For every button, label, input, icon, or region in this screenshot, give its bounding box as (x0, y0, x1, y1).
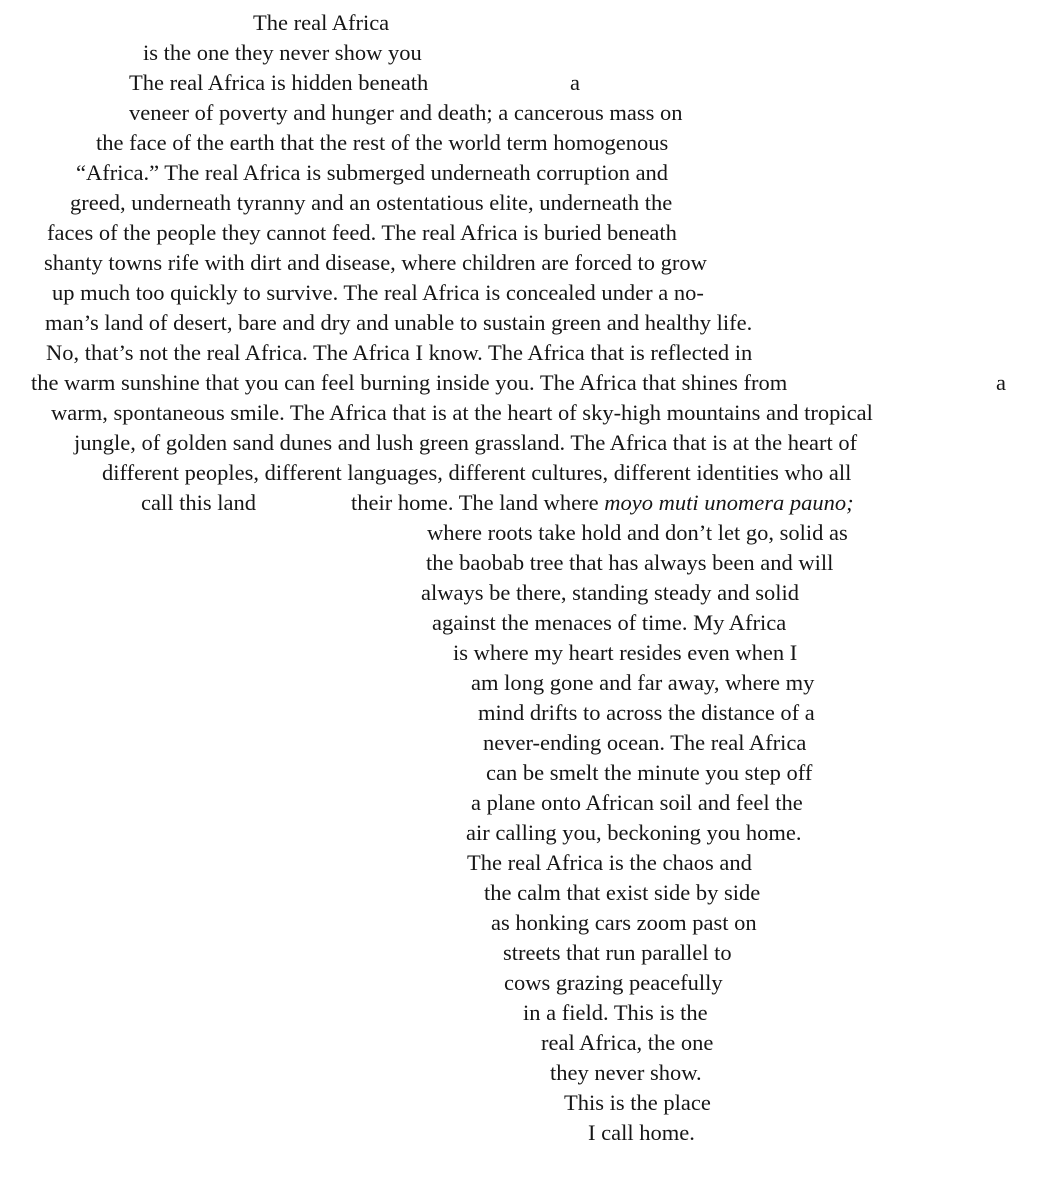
poem-line-text: jungle, of golden sand dunes and lush green grassland. The Africa that is at the heart of (74, 430, 858, 455)
poem-line (453, 638, 797, 668)
poem-line (570, 68, 580, 98)
poem-line-text: is where my heart resides even when I (453, 640, 798, 665)
poem-line-text: never-ending ocean. The real Africa (483, 730, 807, 755)
poem-line (46, 338, 752, 368)
poem-line (471, 788, 803, 818)
poem-line (70, 188, 672, 218)
poem-line (504, 968, 723, 998)
poem-line-text: the baobab tree that has always been and will (426, 550, 834, 575)
poem-line-text: No, that’s not the real Africa. The Africa I know. The Africa that is reflected in (46, 340, 753, 365)
poem-line-text: man’s land of desert, bare and dry and unable to sustain green and healthy life. (45, 310, 753, 335)
poem-line (484, 878, 760, 908)
poem-line-text: air calling you, beckoning you home. (466, 820, 802, 845)
poem-line-text: they never show. (550, 1060, 702, 1085)
poem-line-text: their home. The land where (351, 490, 605, 515)
poem-line (427, 518, 848, 548)
poem-line (996, 368, 1006, 398)
poem-line-text: real Africa, the one (541, 1030, 714, 1055)
poem-line (421, 578, 799, 608)
poem-line (143, 38, 422, 68)
poem-line (478, 698, 815, 728)
poem-line (96, 128, 668, 158)
poem-line (47, 218, 677, 248)
poem-line (141, 488, 256, 518)
poem-line (45, 308, 752, 338)
poem-line (588, 1118, 695, 1148)
poem-line-text: up much too quickly to survive. The real Africa is concealed under a no- (52, 280, 704, 305)
poem-line-text: the calm that exist side by side (484, 880, 761, 905)
poem-line-text: call this land (141, 490, 256, 515)
poem-line-text: the face of the earth that the rest of the world term homogenous (96, 130, 669, 155)
poem-line-text: This is the place (564, 1090, 711, 1115)
poem-line-text: mind drifts to across the distance of a (478, 700, 815, 725)
poem-line-text: as honking cars zoom past on (491, 910, 757, 935)
poem-line-text: The real Africa is the chaos and (467, 850, 752, 875)
poem-line-text: The real Africa (253, 10, 390, 35)
poem-line (471, 668, 814, 698)
poem-line (564, 1088, 711, 1118)
poem-line-text: always be there, standing steady and solid (421, 580, 800, 605)
poem-line (52, 278, 704, 308)
poem-line (467, 848, 752, 878)
poem-line-text: streets that run parallel to (503, 940, 732, 965)
poem-line (102, 458, 851, 488)
poem-line (351, 488, 854, 518)
poem-line (523, 998, 708, 1028)
poem-line-text: a (570, 70, 580, 95)
poem-line-text: “Africa.” The real Africa is submerged underneath corruption and (76, 160, 669, 185)
poem-line-text: greed, underneath tyranny and an ostentatious elite, underneath the (70, 190, 673, 215)
poem-line-text: the warm sunshine that you can feel burning inside you. The Africa that shines from (31, 370, 788, 395)
poem-line (491, 908, 757, 938)
poem-line-text: is the one they never show you (143, 40, 422, 65)
poem-line (483, 728, 806, 758)
poem-line (129, 68, 428, 98)
poem-line (44, 248, 707, 278)
poem-line-text: a plane onto African soil and feel the (471, 790, 803, 815)
poem-line-text: The real Africa is hidden beneath (129, 70, 429, 95)
poem-line-text: can be smelt the minute you step off (486, 760, 813, 785)
poem-line (74, 428, 857, 458)
poem-line (486, 758, 812, 788)
poem-line (51, 398, 873, 428)
poem-line-text: warm, spontaneous smile. The Africa that is at the heart of sky-high mountains and tropical (51, 400, 873, 425)
poem-line-italic-text: moyo muti unomera pauno; (604, 490, 854, 515)
poem-line-text: where roots take hold and don’t let go, solid as (427, 520, 848, 545)
poem-line-text: am long gone and far away, where my (471, 670, 815, 695)
poem-line (541, 1028, 713, 1058)
poem-line-text: shanty towns rife with dirt and disease, where children are forced to grow (44, 250, 707, 275)
poem-line-text: faces of the people they cannot feed. The real Africa is buried beneath (47, 220, 677, 245)
poem-line (426, 548, 833, 578)
poem-line (129, 98, 683, 128)
poem-line (432, 608, 786, 638)
poem-line-text: cows grazing peacefully (504, 970, 723, 995)
poem-line (466, 818, 802, 848)
poem-line-text: in a field. This is the (523, 1000, 708, 1025)
poem-line-text: a (996, 370, 1006, 395)
poem-line (550, 1058, 702, 1088)
poem-line-text: different peoples, different languages, different cultures, different identities who all (102, 460, 852, 485)
poem-line (31, 368, 787, 398)
poem-line (76, 158, 668, 188)
poem-line (253, 8, 389, 38)
poem-line-text: veneer of poverty and hunger and death; a cancerous mass on (129, 100, 683, 125)
poem-line-text: I call home. (588, 1120, 695, 1145)
poem-line-text: against the menaces of time. My Africa (432, 610, 787, 635)
poem-line (503, 938, 732, 968)
